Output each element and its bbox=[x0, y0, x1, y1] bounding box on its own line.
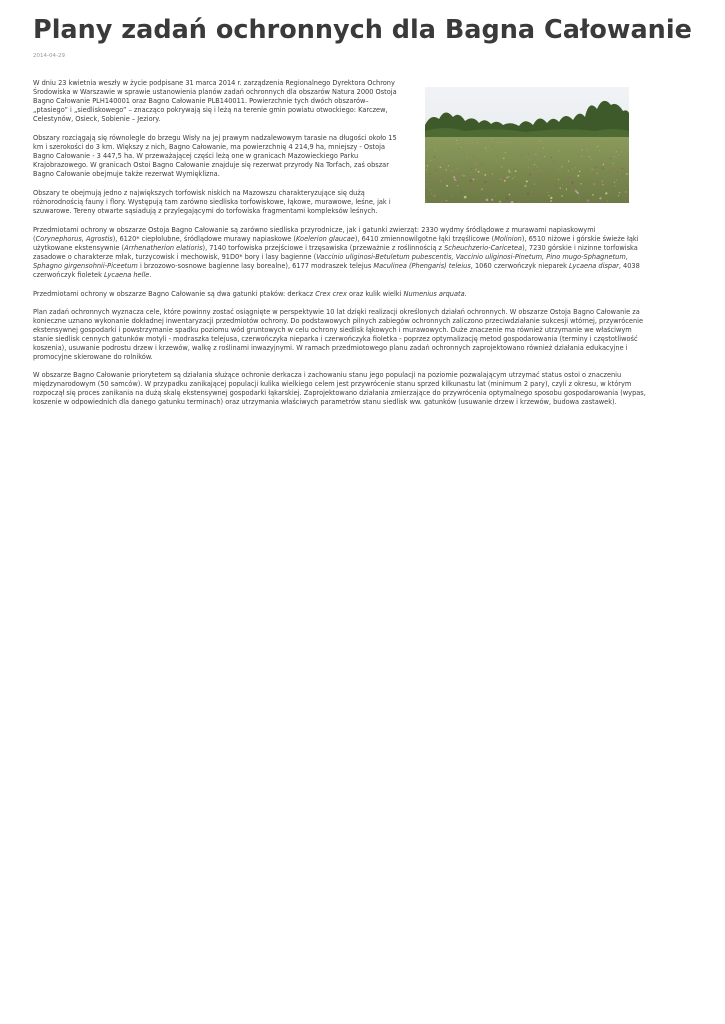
latin-name: Arrhenatherion elatioris bbox=[124, 244, 203, 253]
text-segment: ), 6410 zmiennowilgotne łąki trzęślicowe ( bbox=[354, 235, 495, 244]
latin-name: Corynephorus, Agrostis bbox=[35, 235, 113, 244]
text-segment: ), 7140 torfowiska przejściowe i trzęsawiska (przeważnie z roślinnością z bbox=[202, 244, 445, 253]
paragraph-intro: W dniu 23 kwietnia weszły w życie podpisane 31 marca 2014 r. zarządzenia Regionalnego Dyrektora Ochrony Środowiska w Warszawie w sprawie ustanowienia planów zadań ochronnych dla obszarów Natura 2000 Ostoja Bagno Całowanie PLH140001 oraz Bagno Całowanie PLB140011. Powierzchnie tych dwóch obszarów– „ptasiego” i „siedliskowego” – znacząco pokrywają się i leżą na terenie gmin powiatu otwockiego: Karczew, Celestynów, Osieck, Sobienie – Jeziory. bbox=[33, 79, 397, 124]
latin-name: Crex crex bbox=[315, 290, 347, 298]
text-segment: Przedmiotami ochrony w obszarze Ostoja Bagno Całowanie są zarówno siedliska przyrodnicze, jak i gatunki zwierząt: 2330 wydmy śródlądowe z murawami napiaskowymi ( bbox=[33, 226, 596, 244]
text-segment: ), 6120* ciepłolubne, śródlądowe murawy napiaskowe ( bbox=[112, 235, 296, 244]
latin-name: Vaccinio uliginosi-Betuletum pubescentis, Vaccinio uliginosi-Pinetum, Pino mugo-Sphagnetum, Sphagno girgensohnii-Piceetum bbox=[33, 253, 628, 271]
paragraph-priorities: W obszarze Bagno Całowanie priorytetem są działania służące ochronie derkacza i zachowaniu stanu jego populacji na poziomie pozwalającym utrzymać status ostoi o znaczeniu międzynarodowym (50 samców). W przypadku zanikającej populacji kulika wielkiego celem jest przywrócenie stanu sprzed kilkunastu lat (minimum 2 pary), czyli z okresu, w którym rozpoczął się proces zanikania na dużą skalę ekstensywnej gospodarki łąkarskiej. Zaprojektowano działania zmierzające do przywrócenia optymalnego sposobu gospodarowania (wypas, koszenie w odpowiednich dla danego gatunku terminach) oraz utrzymania właściwych parametrów stanu siedlisk ww. gatunków (usuwanie drzew i krzewów, budowa zastawek). bbox=[33, 371, 646, 407]
publish-date: 2014-04-29 bbox=[33, 53, 65, 59]
latin-name: Koelerion glaucae bbox=[295, 235, 355, 244]
text-segment: . bbox=[464, 290, 467, 298]
text-segment: i brzozowo-sosnowe bagienne lasy borealne), 6177 modraszek telejus bbox=[137, 262, 374, 271]
paragraph-habitats: Obszary te obejmują jedno z największych torfowisk niskich na Mazowszu charakteryzujące się dużą różnorodnością fauny i flory. Występują tam zarówno siedliska torfowiskowe, łąkowe, murawowe, leśne, jak i szuwarowe. Tereny otwarte sąsiadują z przylegającymi do torfowiska fragmentami kompleksów leśnych. bbox=[33, 189, 391, 216]
latin-name: Lycaena helle bbox=[104, 271, 150, 280]
latin-name: Maculinea (Phengaris) teleius bbox=[373, 262, 471, 271]
paragraph-plan-goals: Plan zadań ochronnych wyznacza cele, które powinny zostać osiągnięte w perspektywie 10 lat dzięki realizacji określonych działań ochronnych. W obszarze Ostoja Bagno Całowanie za konieczne uznano wykonanie dokładnej inwentaryzacji przedmiotów ochrony. Do podstawowych pilnych zabiegów ochronnych zaliczono przeciwdziałanie sukcesji wtórnej, przywrócenie ekstensywnej gospodarki i powstrzymanie spadku poziomu wód gruntowych w celu ochrony siedlisk łąkowych i murawowych. Duże znaczenie ma również utrzymanie we właściwym stanie siedlisk cennych gatunków motyli - modraszka telejusa, czerwończyka nieparka i czerwończyka fioletka - poprzez optymalizację metod gospodarowania (terminy i częstotliwość koszenia), usuwanie podrostu drzew i krzewów, walkę z roślinami inwazyjnymi. W ramach przedmiotowego planu zadań ochronnych zaprojektowano również działania edukacyjne i promocyjne skierowane do rolników. bbox=[33, 308, 644, 362]
latin-name: Scheuchzerio-Caricetea bbox=[444, 244, 523, 253]
text-segment: ), 6510 niżowe i górskie świeże łąki użytkowane ekstensywnie ( bbox=[33, 235, 639, 253]
page-title: Plany zadań ochronnych dla Bagna Całowanie bbox=[33, 15, 692, 45]
meadow-photo bbox=[425, 87, 629, 203]
text-segment: ), 7230 górskie i nizinne torfowiska zasadowe o charakterze młak, turzycowisk i mechowisk, 91D0* bory i lasy bagienne ( bbox=[33, 244, 638, 262]
paragraph-protection-subjects bbox=[33, 226, 648, 281]
latin-name: Molinion bbox=[494, 235, 522, 244]
text-segment: oraz kulik wielki bbox=[346, 290, 404, 298]
text-segment: . bbox=[149, 271, 152, 280]
text-segment: , 4038 czerwończyk fioletek bbox=[33, 262, 640, 280]
latin-name: Lycaena dispar bbox=[569, 262, 619, 271]
text-segment: , 1060 czerwończyk nieparek bbox=[470, 262, 570, 271]
meadow-photo-image bbox=[425, 87, 629, 203]
latin-name: Numenius arquata bbox=[403, 290, 465, 298]
paragraph-bird-species bbox=[33, 290, 648, 299]
text-segment: Przedmiotami ochrony w obszarze Bagno Całowanie są dwa gatunki ptaków: derkacz bbox=[33, 290, 316, 298]
paragraph-area: Obszary rozciągają się równolegle do brzegu Wisły na jej prawym nadzalewowym tarasie na długości około 15 km i szerokości do 3 km. Większy z nich, Bagno Całowanie, ma powierzchnię 4 214,9 ha, mniejszy - Ostoja Bagno Całowanie - 3 447,5 ha. W przeważającej części leżą one w granicach Mazowieckiego Parku Krajobrazowego. W granicach Ostoi Bagno Całowanie znajduje się rezerwat przyrody Na Torfach, zaś obszar Bagno Całowanie obejmuje także rezerwat Wymięklizna. bbox=[33, 134, 397, 179]
